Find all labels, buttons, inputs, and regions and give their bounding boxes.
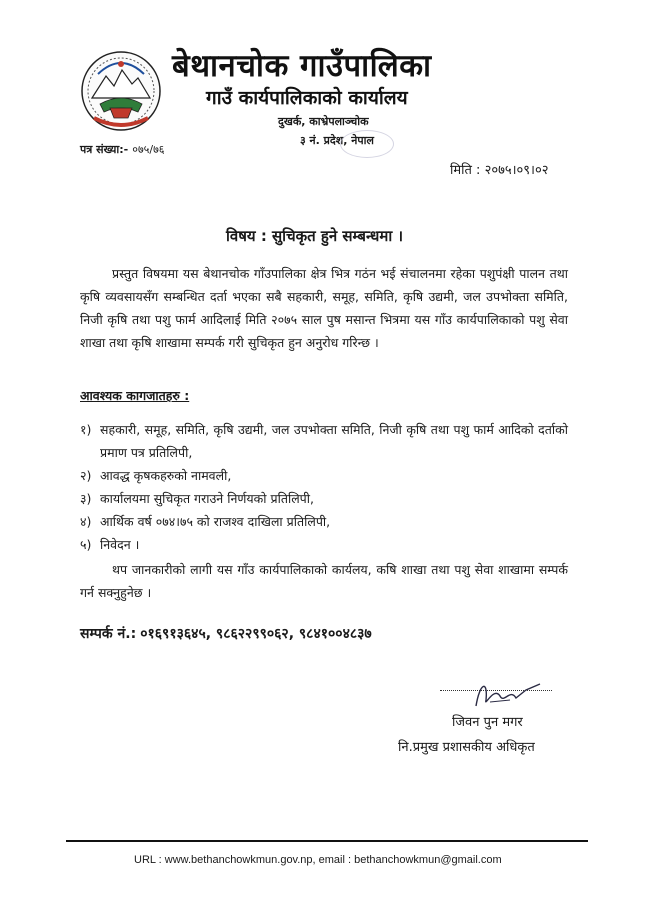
- reference-label: पत्र संख्या:-: [80, 143, 129, 156]
- reference-value: ०७५/७६: [132, 143, 165, 156]
- footer-divider: [66, 840, 588, 842]
- list-item-number: ५): [80, 537, 92, 552]
- list-item-text: निवेदन ।: [100, 537, 140, 552]
- signer-title: नि.प्रमुख प्रशासकीय अधिकृत: [398, 740, 535, 755]
- nepal-emblem-icon: [80, 48, 162, 134]
- list-item-text: आर्थिक वर्ष ०७४।७५ को राजश्व दाखिला प्रतिलिपी,: [100, 514, 331, 529]
- address-line-2: ३ नं. प्रदेश, नेपाल: [300, 134, 374, 147]
- faint-stamp-icon: [340, 130, 394, 158]
- list-item-text: कार्यालयमा सुचिकृत गराउने निर्णयको प्रतिलिपी,: [100, 491, 314, 506]
- reference-number: [80, 142, 165, 157]
- contact-label: सम्पर्क नं.:: [80, 626, 137, 642]
- contact-value: ०१६९१३६४५, ९८६२२९९०६२, ९८४१००४८३७: [140, 626, 372, 642]
- body-paragraph-1: प्रस्तुत विषयमा यस बेथानचोक गाँउपालिका क्षेत्र भित्र गठंन भई संचालनमा रहेका पशुपंक्षी पालन तथा कृषि व्यवसायसँग सम्बन्धित दर्ता भएका सबै सहकारी, समूह, समिति, कृषि उद्यमी, जल उपभोक्ता समिति, निजी कृषि तथा पशु फार्म आदिलाई मिति २०७५ साल पुष मसान्त भित्रमा यस गाँउ कार्यपालिकाको पशु सेवा शाखा तथा कृषि शाखामा सम्पर्क गरी सुचिकृत हुन अनुरोध गरिन्छ ।: [80, 266, 568, 350]
- list-item: [80, 464, 568, 487]
- list-item: [80, 510, 568, 533]
- list-item: [80, 533, 568, 556]
- list-item-number: २): [80, 468, 92, 483]
- office-name: गाउँ कार्यपालिकाको कार्यालय: [206, 87, 408, 109]
- list-item-number: १): [80, 422, 92, 437]
- footer-contact: URL : www.bethanchowkmun.gov.np, email : bethanchowkmun@gmail.com: [134, 854, 502, 866]
- list-item-number: ३): [80, 491, 92, 506]
- list-item-text: आवद्ध कृषकहरुको नामवली,: [100, 468, 232, 483]
- list-item: [80, 487, 568, 510]
- signer-name: जिवन पुन मगर: [452, 715, 523, 730]
- list-item-number: ४): [80, 514, 92, 529]
- letter-subject: विषय : सुचिकृत हुने सम्बन्धमा ।: [226, 227, 404, 245]
- address-line-1: दुखर्क, काभ्रेपलाञ्चोक: [278, 115, 369, 128]
- letter-date: मिति : २०७५।०९।०२: [450, 163, 549, 178]
- organization-name: बेथानचोक गाउँपालिका: [172, 48, 432, 84]
- contact-numbers: [80, 624, 372, 643]
- list-item: [80, 418, 568, 464]
- list-item-text: सहकारी, समूह, समिति, कृषि उद्यमी, जल उपभोक्ता समिति, निजी कृषि तथा पशु फार्म आदिको दर्ताको प्रमाण पत्र प्रतिलिपी,: [100, 422, 568, 460]
- body-paragraph-2: थप जानकारीको लागी यस गाँउ कार्यपालिकाको कार्यलय, कषि शाखा तथा पशु सेवा शाखामा सम्पर्क गर्न सक्नुहुनेछ ।: [80, 562, 568, 600]
- documents-list: [80, 418, 568, 556]
- documents-heading: आवश्यक कागजातहरु :: [80, 388, 190, 403]
- handwritten-signature-icon: [470, 676, 546, 712]
